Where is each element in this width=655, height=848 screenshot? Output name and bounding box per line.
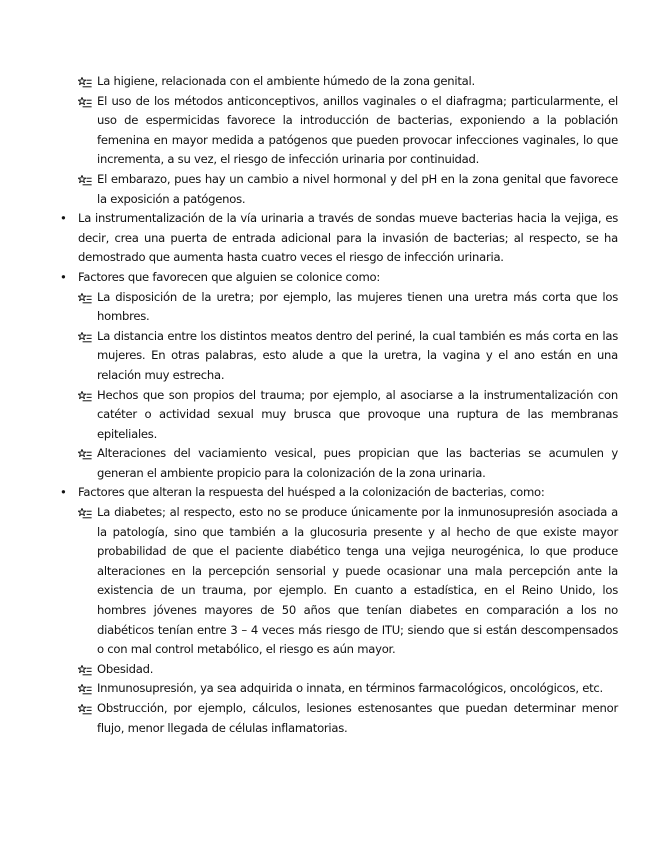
- bullet-dot-icon: •: [60, 269, 67, 284]
- sublist-item: [52, 288, 618, 327]
- bullet-dot-icon: •: [60, 485, 67, 500]
- document-body: [52, 72, 618, 738]
- bullet-dot-icon: •: [60, 211, 67, 226]
- continued-sublist: [52, 72, 618, 209]
- sublist-item: [52, 444, 618, 483]
- star-list-icon: [78, 508, 92, 520]
- sublist-item-text: El uso de los métodos anticonceptivos, anillos vaginales o el diafragma; particularmente, el uso de espermicidas favorece la introducción de bacterias, exponiendo a la población femenina en mayor medida a patógenos que pueden provocar infecciones vaginales, lo que incrementa, a su vez, el riesgo de infección urinaria por continuidad.: [97, 93, 618, 167]
- sublist-item-text: Obesidad.: [97, 661, 154, 676]
- sublist-item: [52, 170, 618, 209]
- sublist-item: [52, 72, 618, 92]
- bullet-item: [52, 483, 618, 503]
- sublist-item: [52, 660, 618, 680]
- star-list-icon: [78, 684, 92, 696]
- star-list-icon: [78, 97, 92, 109]
- bullet-list: [52, 268, 618, 288]
- star-list-icon: [78, 293, 92, 305]
- star-list-icon: [78, 175, 92, 187]
- sublist-item-text: Alteraciones del vaciamiento vesical, pues propician que las bacterias se acumulen y generan el ambiente propicio para la colonización de la zona urinaria.: [97, 446, 618, 480]
- sublist-item-text: Hechos que son propios del trauma; por ejemplo, al asociarse a la instrumentalización con catéter o actividad sexual muy brusca que provoque una ruptura de las membranas epiteliales.: [97, 387, 618, 441]
- sublist-item: [52, 386, 618, 445]
- sublist-item-text: La distancia entre los distintos meatos dentro del periné, la cual también es más corta en las mujeres. En otras palabras, esto alude a que la uretra, la vagina y el ano están en una relación muy estrecha.: [97, 328, 618, 382]
- sublist-item-text: La disposición de la uretra; por ejemplo, las mujeres tienen una uretra más corta que los hombres.: [97, 289, 618, 324]
- sublist-item: [52, 679, 618, 699]
- star-list-icon: [78, 391, 92, 403]
- star-list-icon: [78, 665, 92, 677]
- sublist-item-text: La diabetes; al respecto, esto no se produce únicamente por la inmunosupresión asociada a la patología, sino que también a la glucosuria presente y al hecho de que existe mayor probabilidad de que el paciente diabético tenga una vejiga neurogénica, lo que produce alteraciones en la percepción sensorial y puede ocasionar una mala percepción ante la existencia de un trauma, por ejemplo. En cuanto a estadística, en el Reino Unido, los hombres jóvenes mayores de 50 años que tenían diabetes en comparación a los no diabéticos tenían entre 3 – 4 veces más riesgo de ITU; siendo que si están descompensados o con mal control metabólico, el riesgo es aún mayor.: [97, 505, 618, 657]
- star-list-icon: [78, 77, 92, 89]
- bullet-item: [52, 209, 618, 268]
- sublist-item: [52, 92, 618, 170]
- sublist-item-text: El embarazo, pues hay un cambio a nivel hormonal y del pH en la zona genital que favorece la exposición a patógenos.: [97, 171, 618, 206]
- sublist-item: [52, 327, 618, 386]
- star-list-icon: [78, 332, 92, 344]
- bullet-item: [52, 268, 618, 288]
- sublist-item-text: Obstrucción, por ejemplo, cálculos, lesiones estenosantes que puedan determinar menor flujo, menor llegada de células inflamatorias.: [97, 701, 618, 735]
- sublist-item-text: Inmunosupresión, ya sea adquirida o innata, en términos farmacológicos, oncológicos, etc.: [97, 681, 603, 696]
- bullet-item-text: Factores que favorecen que alguien se colonice como:: [78, 269, 381, 284]
- star-list-icon: [78, 704, 92, 716]
- star-list-icon: [78, 449, 92, 461]
- sublist-item-text: La higiene, relacionada con el ambiente húmedo de la zona genital.: [97, 74, 475, 88]
- sublist-item: [52, 699, 618, 738]
- bullet-item-text: La instrumentalización de la vía urinaria a través de sondas mueve bacterias hacia la vejiga, es decir, crea una puerta de entrada adicional para la invasión de bacterias; al respecto, se ha demostrado que aumenta hasta cuatro veces el riesgo de infección urinaria.: [78, 211, 618, 265]
- bullet-item-text: Factores que alteran la respuesta del huésped a la colonización de bacterias, como:: [78, 485, 545, 500]
- sublist-item: [52, 503, 618, 660]
- sublist: [52, 288, 618, 484]
- bullet-list: [52, 209, 618, 268]
- sublist: [52, 503, 618, 738]
- bullet-list: [52, 483, 618, 503]
